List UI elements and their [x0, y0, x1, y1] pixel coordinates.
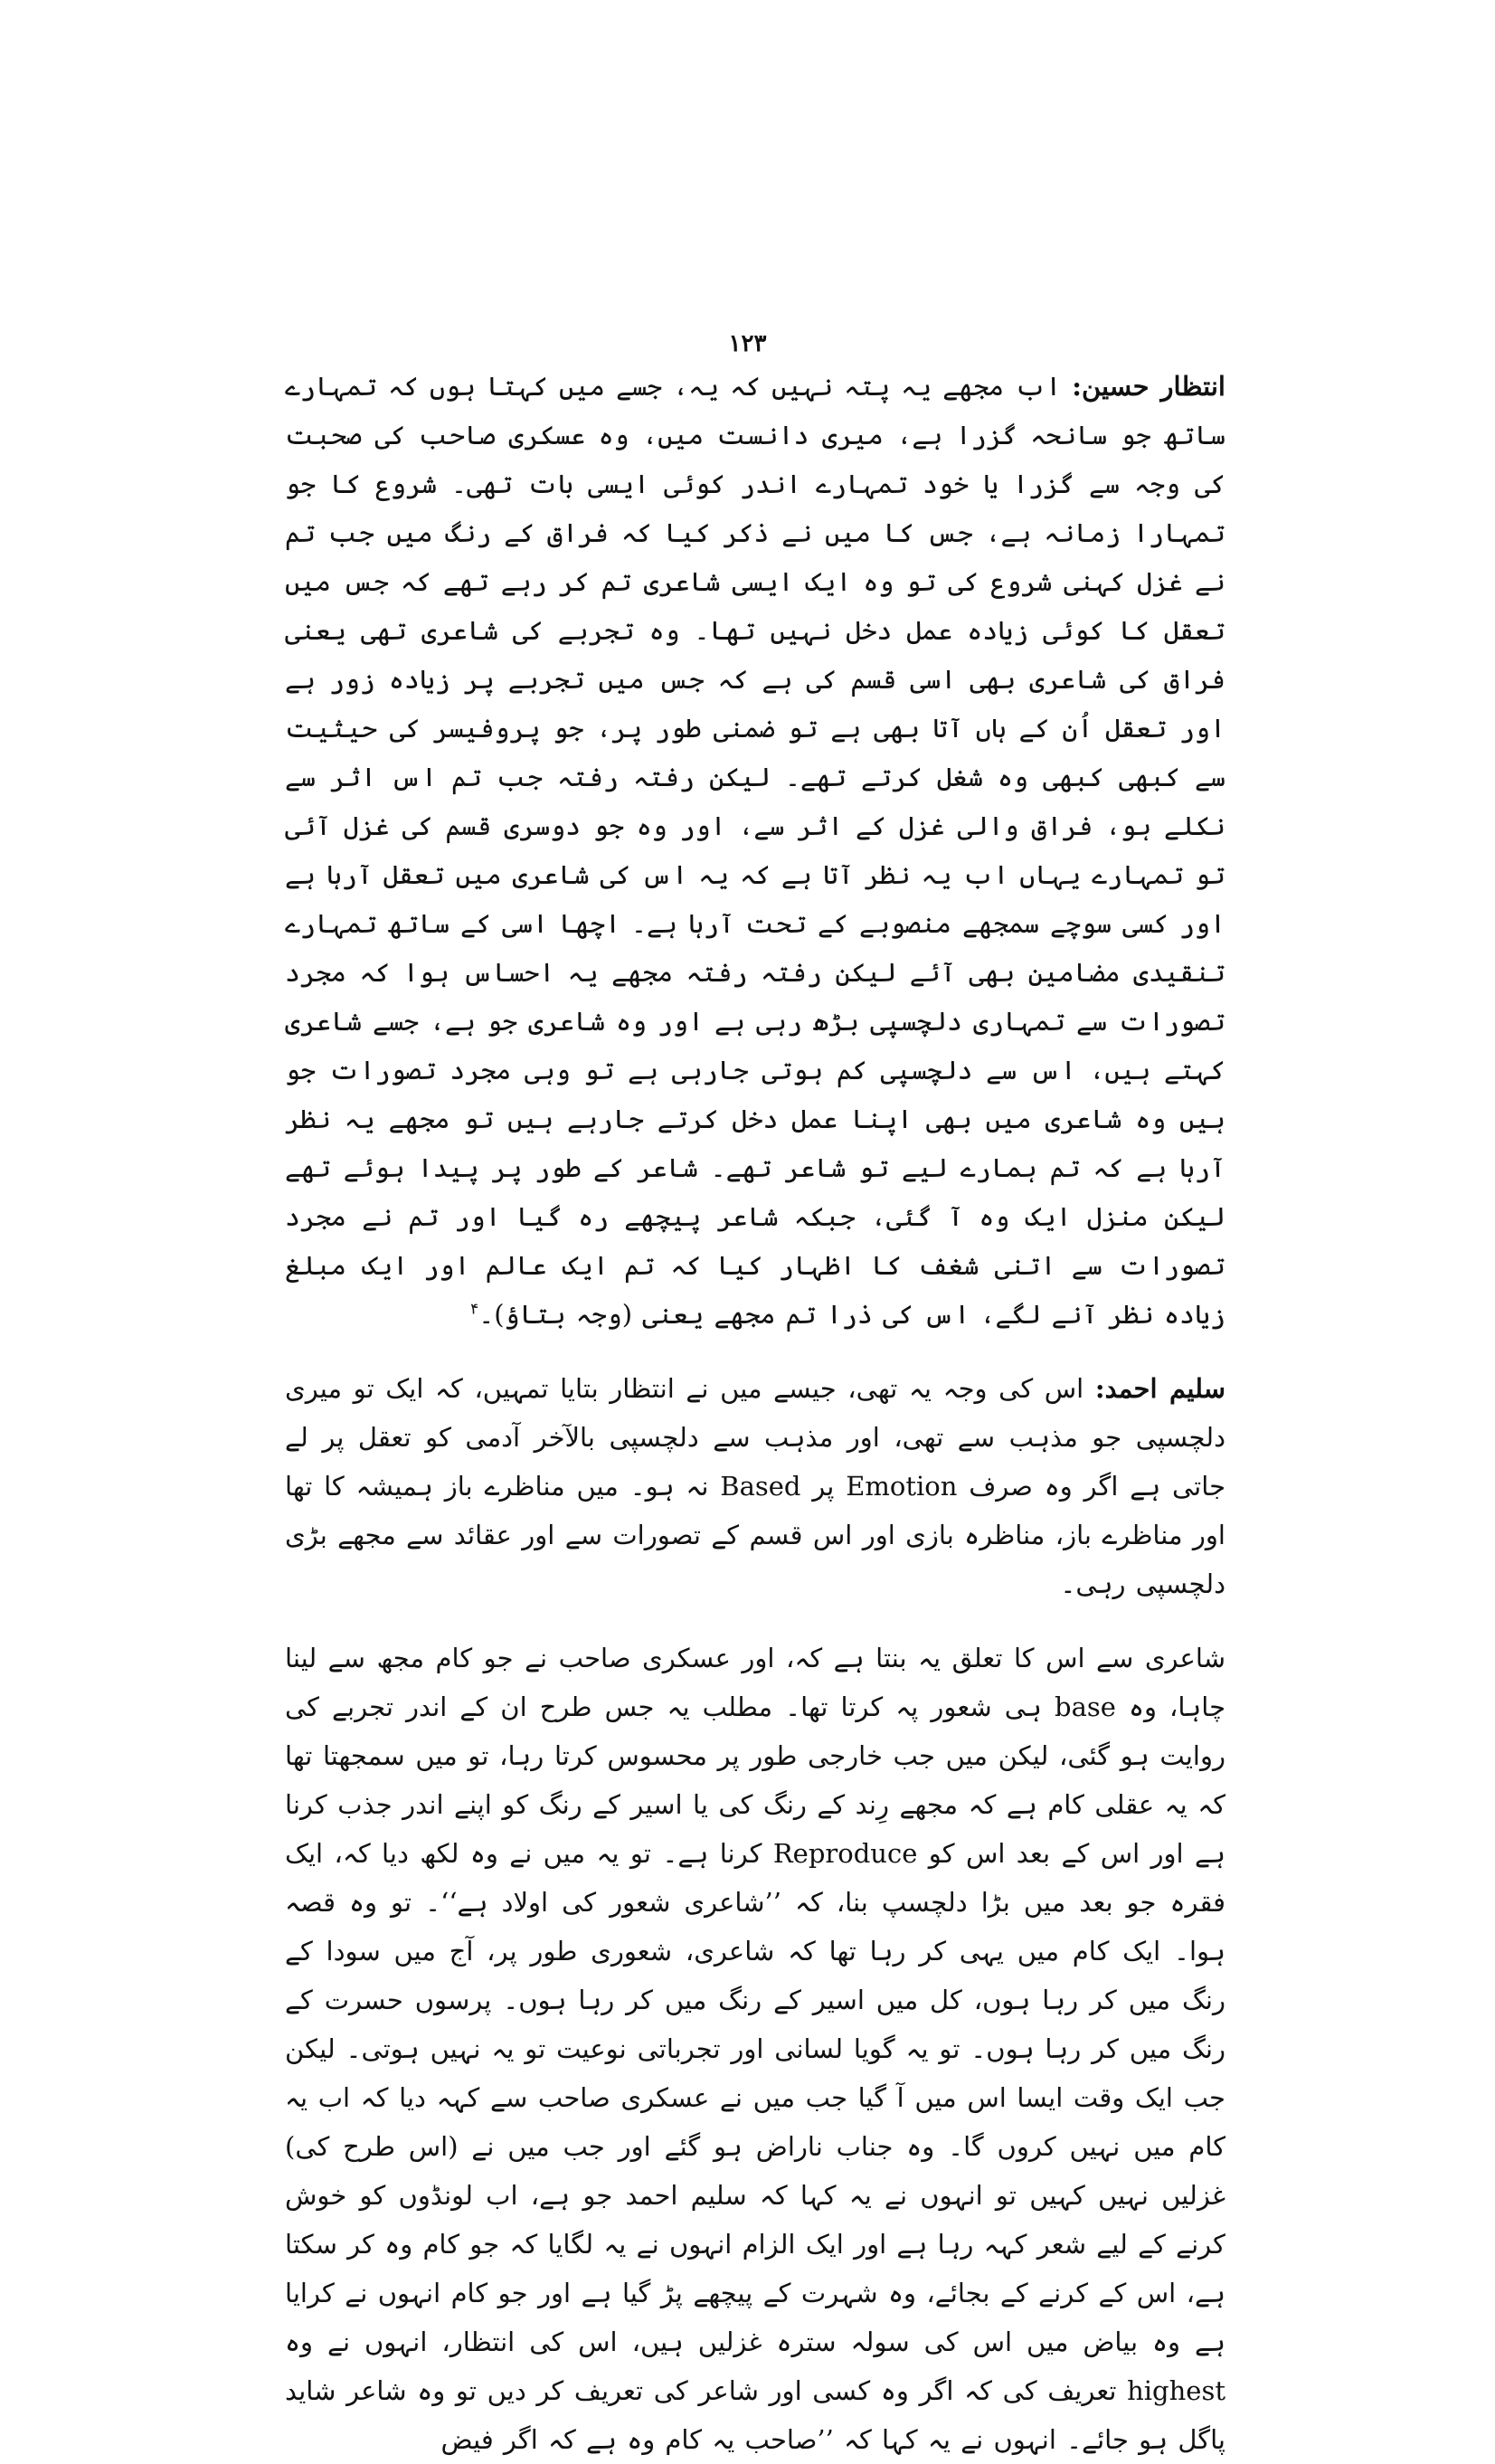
paragraph-text: شاعری سے اس کا تعلق یہ بنتا ہے کہ، اور عسکری صاحب نے جو کام مجھ سے لینا چاہا، وہ base ہی شعور پہ کرتا تھا۔ مطلب یہ جس طرح ان کے اندر تجربے کی روایت ہو گئی، لیکن میں جب خارجی طور پر محسوس کرتا رہا، تو میں سمجھتا تھا کہ یہ عقلی کام ہے کہ مجھے رِند کے رنگ کی یا اسیر کے رنگ کو اپنے اندر جذب کرنا ہے اور اس کے بعد اس کو Reproduce کرنا ہے۔ تو یہ میں نے وہ لکھ دیا کہ، ایک فقرہ جو بعد میں بڑا دلچسپ بنا، کہ ’’شاعری شعور کی اولاد ہے‘‘۔ تو وہ قصہ ہوا۔ ایک کام میں یہی کر رہا تھا کہ شاعری، شعوری طور پر، آج میں سودا کے رنگ میں کر رہا ہوں، کل میں اسیر کے رنگ میں کر رہا ہوں۔ پرسوں حسرت کے رنگ میں کر رہا ہوں۔ تو یہ گویا لسانی اور تجرباتی نوعیت تو یہ نہیں ہوتی۔ لیکن جب ایک وقت ایسا اس میں آ گیا جب میں نے عسکری صاحب سے کہہ دیا کہ اب یہ کام میں نہیں کروں گا۔ وہ جناب ناراض ہو گئے اور جب میں نے (اس طرح کی) غزلیں نہیں کہیں تو انہوں نے یہ کہا کہ سلیم احمد جو ہے، اب لونڈوں کو خوش کرنے کے لیے شعر کہہ رہا ہے اور ایک الزام انہوں نے یہ لگایا کہ جو کام وہ کر سکتا ہے، اس کے کرنے کے بجائے، وہ شہرت کے پیچھے پڑ گیا ہے اور جو کام انہوں نے کرایا ہے وہ بیاض میں اس کی سولہ سترہ غزلیں ہیں، اس کی انتظار، انہوں نے وہ highest تعریف کی کہ اگر وہ کسی اور شاعر کی تعریف کر دیں تو وہ شاعر شاید پاگل ہو جائے۔ انہوں نے یہ کہا کہ ’’صاحب یہ کام وہ ہے کہ اگر فیض — [285, 1643, 1225, 2455]
paragraph-continuation — [285, 1634, 1225, 2464]
paragraph-intizar-hussain — [285, 362, 1225, 1339]
speaker-name: انتظار حسین: — [1072, 371, 1225, 402]
page-number: ۱۲۳ — [728, 330, 767, 357]
footnote-marker: ۴ — [470, 1300, 479, 1319]
body-text — [285, 362, 1225, 2464]
paragraph-text: اب مجھے یہ پتہ نہیں کہ یہ، جسے میں کہتا ہوں کہ تمہارے ساتھ جو سانحہ گزرا ہے، میری دانست میں، وہ عسکری صاحب کی صحبت کی وجہ سے گزرا یا خود تمہارے اندر کوئی ایسی بات تھی۔ شروع کا جو تمہارا زمانہ ہے، جس کا میں نے ذکر کیا کہ فراق کے رنگ میں جب تم نے غزل کہنی شروع کی تو وہ ایک ایسی شاعری تم کر رہے تھے کہ جس میں تعقل کا کوئی زیادہ عمل دخل نہیں تھا۔ وہ تجربے کی شاعری تھی یعنی فراق کی شاعری بھی اسی قسم کی ہے کہ جس میں تجربے پر زیادہ زور ہے اور تعقل اُن کے ہاں آتا بھی ہے تو ضمنی طور پر، جو پروفیسر کی حیثیت سے کبھی کبھی وہ شغل کرتے تھے۔ لیکن رفتہ رفتہ جب تم اس اثر سے نکلے ہو، فراق والی غزل کے اثر سے، اور وہ جو دوسری قسم کی غزل آئی تو تمہارے یہاں اب یہ نظر آتا ہے کہ یہ اس کی شاعری میں تعقل آرہا ہے اور کسی سوچے سمجھے منصوبے کے تحت آرہا ہے۔ اچھا اسی کے ساتھ تمہارے تنقیدی مضامین بھی آئے لیکن رفتہ رفتہ مجھے یہ احساس ہوا کہ مجرد تصورات سے تمہاری دلچسپی بڑھ رہی ہے اور وہ شاعری جو ہے، جسے شاعری کہتے ہیں، اس سے دلچسپی کم ہوتی جارہی ہے تو وہی مجرد تصورات جو ہیں وہ شاعری میں بھی اپنا عمل دخل کرتے جارہے ہیں تو مجھے یہ نظر آرہا ہے کہ تم ہمارے لیے تو شاعر تھے۔ شاعر کے طور پر پیدا ہوئے تھے لیکن منزل ایک وہ آ گئی، جبکہ شاعر پیچھے رہ گیا اور تم نے مجرد تصورات سے اتنی شغف کا اظہار کیا کہ تم ایک عالم اور ایک مبلغ زیادہ نظر آنے لگے، اس کی ذرا تم مجھے یعنی (وجہ بتاؤ)۔ — [285, 371, 1225, 1330]
speaker-name: سلیم احمد: — [1094, 1373, 1225, 1404]
paragraph-text: اس کی وجہ یہ تھی، جیسے میں نے انتظار بتایا تمہیں، کہ ایک تو میری دلچسپی جو مذہب سے تھی، اور مذہب سے دلچسپی بالآخر آدمی کو تعقل پر لے جاتی ہے اگر وہ صرف Emotion پر Based نہ ہو۔ میں مناظرے باز ہمیشہ کا تھا اور مناظرے باز، مناظرہ بازی اور اس قسم کے تصورات سے اور عقائد سے مجھے بڑی دلچسپی رہی۔ — [285, 1373, 1225, 1599]
paragraph-saleem-ahmad — [285, 1364, 1225, 1608]
